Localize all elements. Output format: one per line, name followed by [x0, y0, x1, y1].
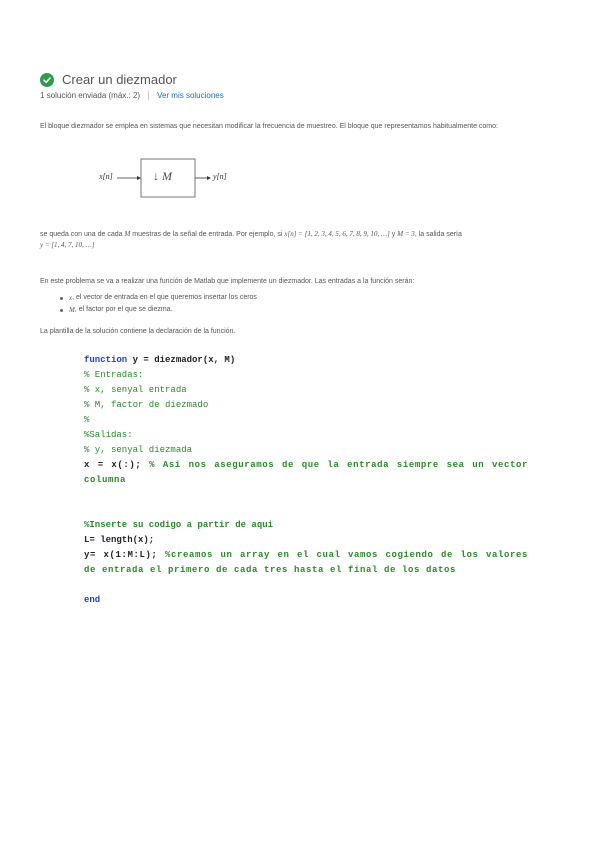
code-comment: % [84, 415, 90, 425]
inputs-list [60, 292, 257, 316]
code-block-body [84, 518, 528, 608]
list-item [60, 304, 257, 316]
problem-text: En este problema se va a realizar una función de Matlab que implemente un diezmador. Las entradas a la función serán: [40, 278, 415, 285]
bullet-icon [60, 297, 63, 300]
decimator-diagram [95, 156, 245, 200]
view-solutions-link[interactable]: Ver mis soluciones [157, 91, 224, 100]
code-statement: y= x(1:M:L); [84, 550, 158, 560]
code-comment: %Inserte su codigo a partir de aqui [84, 520, 274, 530]
code-signature: y = diezmador(x, M) [127, 355, 236, 365]
code-keyword: function [84, 355, 128, 365]
example-part1: se queda con una de cada [40, 231, 125, 238]
submissions-count: 1 solución enviada (máx.: 2) [40, 91, 141, 100]
code-block [84, 353, 528, 488]
code-comment: % Entradas: [84, 370, 144, 380]
diagram-input-label: x[n] [99, 172, 113, 181]
example-m-value: M = 3 [397, 230, 415, 238]
code-statement: x = x(:); [84, 460, 142, 470]
code-line [84, 548, 528, 578]
code-statement: L= length(x); [84, 535, 155, 545]
template-note: La plantilla de la solución contiene la declaración de la función. [40, 328, 236, 335]
code-keyword: end [84, 595, 101, 605]
code-comment: % y, senyal diezmada [84, 445, 193, 455]
list-item [60, 292, 257, 304]
code-line [84, 353, 528, 368]
example-x-sequence: x[n] = [1, 2, 3, 4, 5, 6, 7, 8, 9, 10, …] [284, 230, 390, 238]
bullet-symbol: x [69, 294, 73, 302]
title-row [40, 72, 560, 87]
code-comment: % x, senyal entrada [84, 385, 187, 395]
page-title: Crear un diezmador [62, 72, 177, 87]
code-comment: % Asi nos aseguramos de que la entrada siempre sea un vector columna [84, 460, 528, 485]
problem-header [40, 72, 560, 100]
bullet-text: , el factor por el que se diezma. [74, 306, 173, 313]
check-circle-icon [40, 73, 54, 87]
diagram-block-label: ↓ M [153, 169, 172, 183]
diagram-output-label: y[n] [213, 172, 227, 181]
code-comment: %Salidas: [84, 430, 133, 440]
divider [148, 91, 149, 100]
example-y-sequence: y = [1, 4, 7, 10, …] [40, 241, 95, 249]
example-part2: muestras de la señal de entrada. Por ejemplo, si [130, 231, 285, 238]
bullet-icon [60, 309, 63, 312]
submission-meta [40, 91, 560, 100]
intro-text: El bloque diezmador se emplea en sistemas que necesitan modificar la frecuencia de muestreo. El bloque que representamos habitualmente como: [40, 123, 498, 130]
bullet-symbol: M [69, 306, 75, 314]
example-text [40, 229, 560, 251]
code-comment: %creamos un array en el cual vamos cogiendo de los valores de entrada el primero de cada tres hasta el final de los datos [84, 550, 528, 575]
example-part4: , la salida sería [414, 231, 462, 238]
code-line [84, 458, 528, 488]
code-blank-line [84, 578, 528, 593]
example-m: M [124, 230, 131, 238]
code-comment: % M, factor de diezmado [84, 400, 209, 410]
example-part3: y [389, 231, 398, 238]
bullet-text: , el vector de entrada en el que queremos insertar los ceros [72, 294, 257, 301]
